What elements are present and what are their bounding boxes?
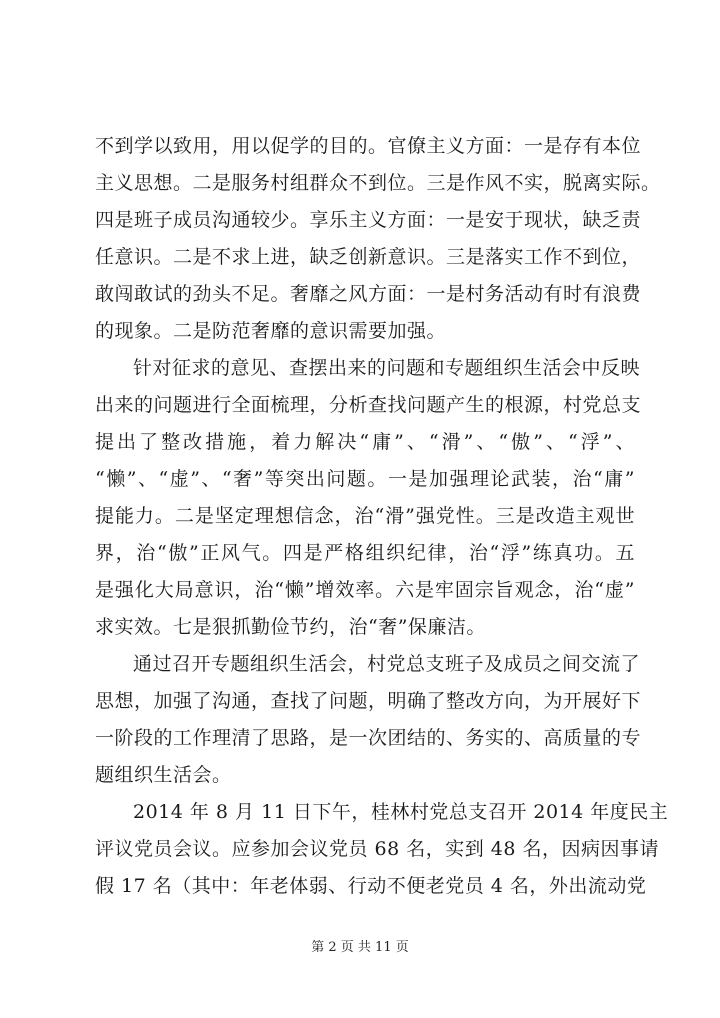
paragraph-3 [95, 646, 642, 794]
text-line: 思想，加强了沟通，查找了问题，明确了整改方向，为开展好下 [95, 690, 642, 712]
text-line: 不到学以致用，用以促学的目的。官僚主义方面：一是存有本位 [95, 135, 642, 157]
paragraph-1 [95, 128, 661, 350]
text-line: 任意识。二是不求上进，缺乏创新意识。三是落实工作不到位， [95, 246, 642, 268]
text-line: 出来的问题进行全面梳理，分析查找问题产生的根源，村党总支 [95, 394, 642, 416]
text-line: “懒”、“虚”、“奢”等突出问题。一是加强理论武装，治“庸” [95, 468, 635, 490]
text-line: 针对征求的意见、查摆出来的问题和专题组织生活会中反映 [133, 357, 641, 379]
text-line: 的现象。二是防范奢靡的意识需要加强。 [95, 320, 447, 342]
text-line: 假 17 名（其中：年老体弱、行动不便老党员 4 名，外出流动党 [95, 875, 647, 897]
text-line: 评议党员会议。应参加会议党员 68 名，实到 48 名，因病因事请 [95, 838, 660, 860]
page-number-footer: 第 2 页 共 11 页 [311, 940, 409, 955]
text-line: 提能力。二是坚定理想信念，治“滑”强党性。三是改造主观世 [95, 505, 635, 527]
text-line: 题组织生活会。 [95, 764, 232, 786]
text-line: 提出了整改措施，着力解决“庸”、“滑”、“傲”、“浮”、 [95, 431, 635, 453]
paragraph-2 [95, 350, 642, 646]
text-line: 是强化大局意识，治“懒”增效率。六是牢固宗旨观念，治“虚” [95, 579, 635, 601]
paragraph-4 [95, 794, 669, 905]
text-line: 2014 年 8 月 11 日下午，桂林村党总支召开 2014 年度民主 [133, 801, 669, 823]
text-line: 界，治“傲”正风气。四是严格组织纪律，治“浮”练真功。五 [95, 542, 635, 564]
text-line: 四是班子成员沟通较少。享乐主义方面：一是安于现状，缺乏责 [95, 209, 642, 231]
document-body [95, 128, 669, 905]
text-line: 求实效。七是狠抓勤俭节约，治“奢”保廉洁。 [95, 616, 486, 638]
text-line: 敢闯敢试的劲头不足。奢靡之风方面：一是村务活动有时有浪费 [95, 283, 642, 305]
text-line: 一阶段的工作理清了思路，是一次团结的、务实的、高质量的专 [95, 727, 642, 749]
text-line: 通过召开专题组织生活会，村党总支班子及成员之间交流了 [133, 653, 641, 675]
text-line: 主义思想。二是服务村组群众不到位。三是作风不实，脱离实际。 [95, 172, 661, 194]
